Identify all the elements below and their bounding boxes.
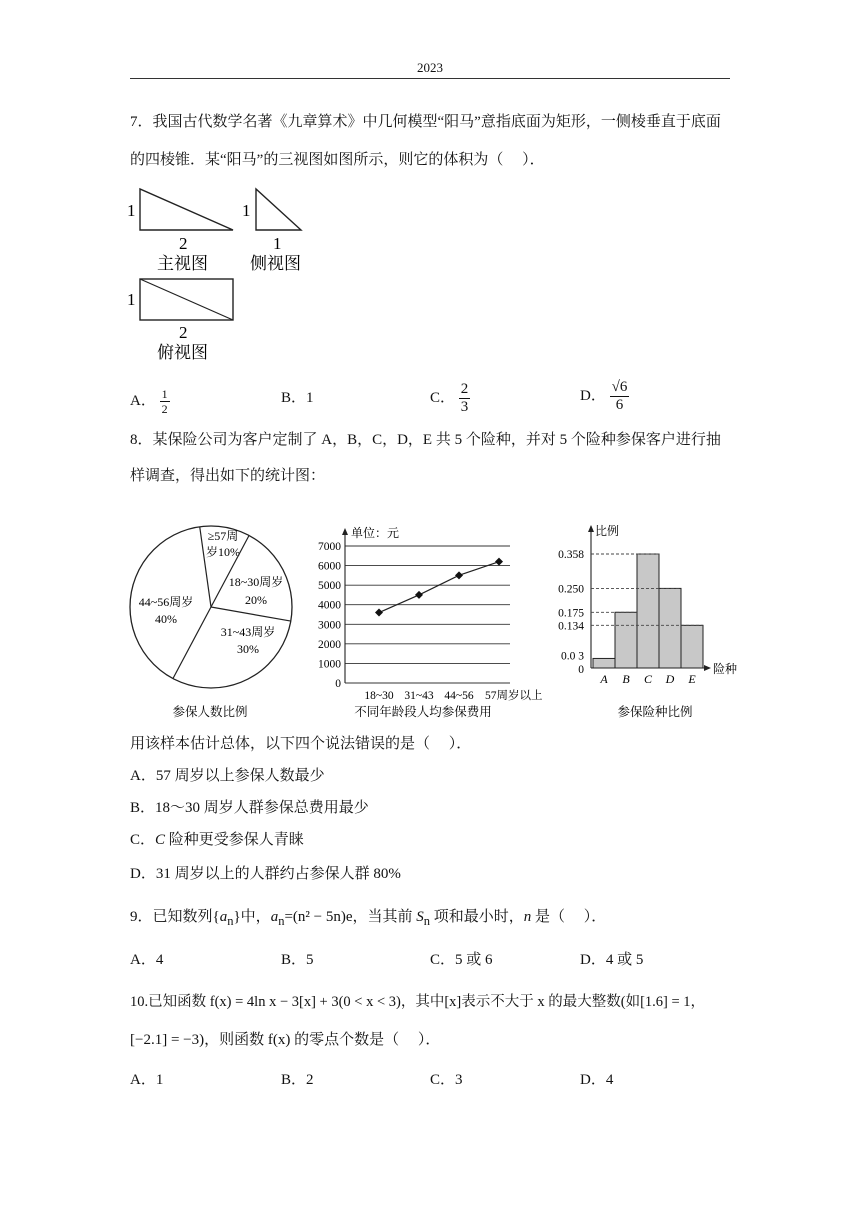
line-x-tick-label: 44~56	[444, 690, 474, 702]
q8-option-c-rest: 险种更受参保人青睐	[165, 832, 304, 848]
q7-option-b-label: B．	[281, 390, 307, 406]
q8-option-c-var: C	[155, 832, 166, 848]
bar-chart	[545, 518, 740, 723]
bar-y-tick-label: 0.134	[558, 620, 584, 633]
bar-y-tick-label: 0.0 3	[561, 650, 584, 663]
pie-slice-label: 18~30周岁	[228, 575, 284, 589]
q7-option-b-value: 1	[306, 390, 314, 406]
q7-text-line1: 7．我国古代数学名著《九章算术》中几何模型“阳马”意指底面为矩形，一侧棱垂直于底面	[130, 114, 721, 130]
pie-chart	[128, 518, 303, 723]
line-x-tick-label: 18~30	[364, 690, 394, 702]
q7-option-d[interactable]	[580, 380, 629, 413]
q10-option-c[interactable]: C．3	[430, 1072, 463, 1088]
bar-category-label: E	[688, 672, 696, 686]
q9-sum-s: S	[416, 909, 424, 925]
q8-option-c-label: C．	[130, 832, 156, 848]
q10-option-a[interactable]: A．1	[130, 1072, 164, 1088]
q8-option-a[interactable]: A．57 周岁以上参保人数最少	[130, 768, 325, 784]
bar-y-axis-label: 比例	[595, 524, 620, 538]
bar-category-label: C	[643, 672, 653, 686]
bar-y-tick-label: 0.250	[558, 583, 584, 596]
q8-option-b[interactable]: B．18～30 周岁人群参保总费用最少	[130, 800, 369, 816]
q10-text-line1: 10.已知函数 f(x) = 4ln x − 3[x] + 3(0 < x < 3)，其中[x]表示不大于 x 的最大整数(如[1.6] = 1，	[130, 994, 706, 1010]
q7-option-d-fraction: $\frac{√6}{6}$	[611, 379, 628, 413]
line-point	[375, 609, 383, 617]
bar-y-tick-label: 0	[578, 664, 584, 676]
three-views-figure	[125, 183, 325, 363]
line-y-tick-label: 5000	[318, 580, 341, 593]
top-view-height: 1	[127, 290, 136, 309]
front-view-triangle	[140, 189, 233, 230]
line-y-tick-label: 0	[335, 678, 341, 690]
line-point	[455, 571, 463, 579]
q9-n: n	[523, 909, 532, 925]
q9-option-d[interactable]: D．4 或 5	[580, 952, 644, 968]
pie-slice-value: 30%	[237, 642, 259, 656]
q7-text-line2: 的四棱锥．某“阳马”的三视图如图所示，则它的体积为（ ）．	[130, 152, 545, 168]
q7-option-c-label: C．	[430, 389, 456, 406]
pie-slice-label: 31~43周岁	[220, 625, 276, 639]
q7-option-d-label: D．	[580, 387, 606, 404]
pie-caption: 参保人数比例	[172, 705, 248, 719]
bar-mark	[637, 554, 659, 668]
q7-option-a-fraction: $\frac{1}{2}$	[161, 387, 168, 416]
bar-y-tick-label: 0.358	[558, 549, 584, 561]
line-unit-label: 单位：元	[351, 526, 400, 540]
q9-option-b[interactable]: B．5	[281, 952, 314, 968]
q9-formula-sub: n	[278, 914, 285, 928]
bar-x-axis-label: 险种	[713, 662, 738, 676]
side-view-caption: 侧视图	[250, 254, 301, 273]
pie-slice-label: ≥57周	[207, 529, 239, 543]
q8-option-d[interactable]: D．31 周岁以上的人群约占参保人群 80%	[130, 866, 401, 882]
q7-option-c-fraction: $\frac{2}{3}$	[460, 381, 469, 415]
line-point	[415, 591, 423, 599]
pie-slice-value: 40%	[155, 612, 177, 626]
line-y-tick-label: 2000	[318, 638, 341, 651]
q9-in: 中，	[240, 909, 271, 925]
line-y-tick-label: 7000	[318, 541, 341, 553]
q9-mid2: 项和最小时，	[430, 909, 524, 925]
q9-option-a[interactable]: A．4	[130, 952, 164, 968]
pie-slice-value: 20%	[245, 593, 267, 607]
page-header-year: 2023	[417, 60, 443, 75]
pie-slice-boundary	[173, 607, 211, 679]
q9-formula-a: a	[270, 909, 279, 925]
line-point	[495, 558, 503, 566]
front-view-caption: 主视图	[157, 254, 208, 273]
top-view-width: 2	[179, 323, 188, 342]
q10-option-b[interactable]: B．2	[281, 1072, 314, 1088]
bar-mark	[593, 658, 615, 668]
front-view-width: 2	[179, 234, 188, 253]
q7-option-c[interactable]	[430, 382, 470, 415]
pie-slice-label: 44~56周岁	[138, 595, 194, 609]
q9-mid: ，当其前	[352, 909, 417, 925]
q8-text-line2: 样调查，得出如下的统计图：	[130, 468, 326, 484]
q9-prefix: 9．已知数列	[130, 909, 213, 925]
q10-text-line2: [−2.1] = −3)，则函数 f(x) 的零点个数是（ ）．	[130, 1032, 441, 1048]
front-view-height: 1	[127, 201, 136, 220]
bar-mark	[681, 625, 703, 668]
line-x-tick-label: 57周岁以上	[485, 690, 543, 702]
line-chart	[305, 518, 560, 723]
q10-option-d[interactable]: D．4	[580, 1072, 614, 1088]
q9-text	[130, 902, 735, 936]
q7-option-a-label: A．	[130, 392, 156, 409]
q9-formula-rest: =(n² − 5n)e	[284, 909, 353, 925]
q7-option-a[interactable]	[130, 388, 170, 415]
q7-option-b[interactable]	[281, 388, 314, 408]
line-y-axis-arrow	[342, 528, 348, 535]
bar-mark	[615, 612, 637, 668]
bar-caption: 参保险种比例	[617, 705, 693, 719]
q9-sequence: $\{a_n\}$	[212, 909, 241, 928]
line-y-tick-label: 4000	[318, 599, 341, 612]
side-view-width: 1	[273, 234, 282, 253]
bar-category-label: A	[600, 672, 608, 686]
side-view-triangle	[256, 189, 301, 230]
pie-slice-boundary	[211, 607, 291, 621]
line-y-tick-label: 3000	[318, 619, 341, 632]
q9-option-c[interactable]: C．5 或 6	[430, 952, 493, 968]
top-view-diagonal	[140, 279, 233, 320]
line-y-tick-label: 1000	[318, 658, 341, 671]
bar-mark	[659, 588, 681, 668]
bar-y-tick-label: 0.175	[558, 607, 584, 620]
q8-option-c[interactable]	[130, 826, 735, 854]
q9-sum-sub: n	[423, 914, 431, 928]
pie-slice-value: 岁10%	[206, 545, 240, 559]
bar-category-label: B	[622, 672, 630, 686]
line-y-tick-label: 6000	[318, 560, 341, 573]
bar-y-axis-arrow	[588, 525, 594, 532]
top-view-caption: 俯视图	[157, 343, 208, 362]
side-view-height: 1	[242, 201, 251, 220]
line-caption: 不同年龄段人均参保费用	[354, 705, 492, 719]
header-rule	[130, 78, 730, 79]
line-x-tick-label: 31~43	[404, 690, 434, 702]
bar-x-axis-arrow	[704, 665, 711, 671]
q8-text-line1: 8．某保险公司为客户定制了 A，B，C，D，E 共 5 个险种，并对 5 个险种参保客户进行抽	[130, 432, 721, 448]
q8-question: 用该样本估计总体，以下四个说法错误的是（ ）．	[130, 736, 472, 752]
q9-suffix: 是（ ）．	[531, 909, 607, 925]
bar-category-label: D	[665, 672, 675, 686]
